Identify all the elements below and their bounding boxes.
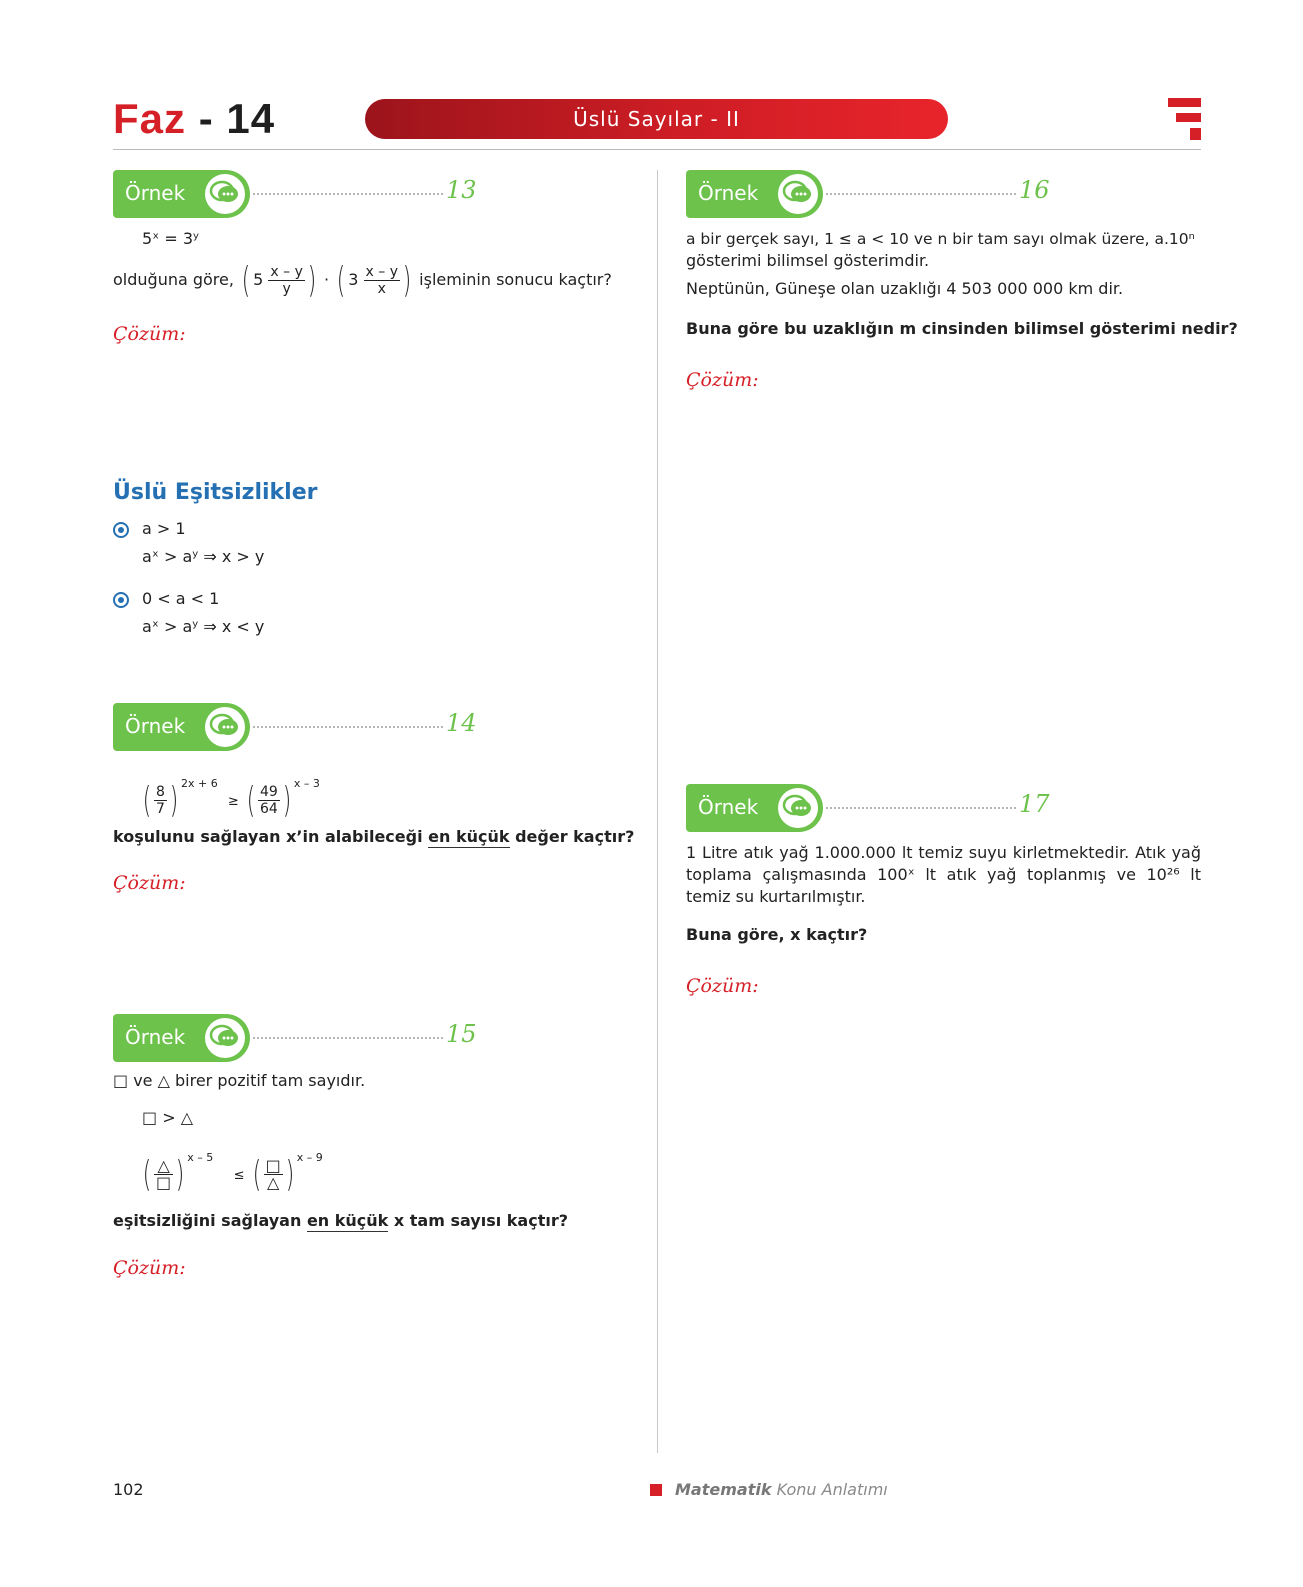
rule2-condition: 0 < a < 1 — [142, 589, 220, 608]
q13-base1: 5 — [253, 270, 264, 289]
q15-text-after: x tam sayısı kaçtır? — [393, 1211, 568, 1230]
q16-question: Buna göre bu uzaklığın m cinsinden bilimsel gösterimi nedir? — [686, 319, 1238, 338]
q15-underlined: en küçük — [306, 1211, 389, 1230]
q15-condition: □ > △ — [142, 1108, 193, 1127]
q14-underlined: en küçük — [428, 827, 510, 846]
example-number: 14 — [446, 709, 477, 737]
q14-sign: ≥ — [227, 794, 239, 809]
example-label: Örnek — [698, 795, 759, 819]
q13-frac1-num: x – y — [270, 264, 303, 280]
speech-bubble-icon — [205, 1018, 245, 1058]
q15-inequality: ( $\frac{\triangle}{□}$ ) $^{x - 5}$ ≤ ( $\frac{□}{\triangle}$ ) $^{x - 9}$ — [142, 1151, 323, 1195]
q13-frac2-den: x — [377, 281, 386, 297]
example-header-15 — [113, 1014, 493, 1062]
speech-bubble-icon — [778, 788, 818, 828]
cozum-label: Çözüm: — [686, 975, 759, 997]
logo-text: Faz — [113, 95, 187, 142]
q14-inequality: ( $\frac{8}{7}$ ) $^{2x + 6}$ ≥ ( $\frac{49}{64}$ ) $^{x - 3}$ — [142, 777, 320, 821]
q14-left-den: 7 — [156, 801, 165, 817]
section-title: Üslü Eşitsizlikler — [113, 480, 318, 505]
q14-left-exp: 2x + 6 — [181, 777, 218, 790]
q15-line1: □ ve △ birer pozitif tam sayıdır. — [113, 1071, 366, 1090]
chapter-title: Üslü Sayılar - II — [573, 107, 740, 131]
example-label: Örnek — [125, 181, 186, 205]
example-header-14 — [113, 703, 493, 751]
logo-number: - 14 — [198, 95, 276, 142]
q13-dot: · — [324, 270, 330, 289]
example-number: 17 — [1019, 790, 1050, 818]
target-bullet-icon — [113, 592, 129, 608]
cozum-label: Çözüm: — [686, 369, 759, 391]
chapter-title-bar — [365, 99, 948, 139]
q15-left-exp: x – 5 — [187, 1151, 214, 1164]
target-bullet-icon — [113, 522, 129, 538]
q14-text-before: koşulunu sağlayan x’in alabileceği — [113, 827, 423, 846]
column-divider — [657, 170, 658, 1453]
cozum-label: Çözüm: — [113, 872, 186, 894]
q14-left-num: 8 — [156, 784, 165, 800]
q15-left-num: △ — [154, 1158, 173, 1175]
rule1-condition: a > 1 — [142, 519, 186, 538]
footer-brand — [675, 1480, 888, 1499]
example-label: Örnek — [125, 714, 186, 738]
q14-text-after: değer kaçtır? — [515, 827, 635, 846]
dotted-leader — [826, 807, 1016, 809]
q15-sign: ≤ — [233, 1168, 245, 1183]
rule1-statement: aˣ > aʸ ⇒ x > y — [142, 547, 265, 566]
q15-text-before: eşitsizliğini sağlayan — [113, 1211, 302, 1230]
speech-bubble-icon — [205, 174, 245, 214]
footer-square-icon — [650, 1484, 662, 1496]
footer-brand-rest: Konu Anlatımı — [776, 1480, 888, 1499]
logo — [113, 95, 276, 142]
cozum-label: Çözüm: — [113, 1257, 186, 1279]
example-label: Örnek — [125, 1025, 186, 1049]
q15-right-exp: x – 9 — [296, 1151, 323, 1164]
q13-base2: 3 — [348, 270, 359, 289]
cozum-label: Çözüm: — [113, 323, 186, 345]
q13-fraction1 — [268, 264, 304, 297]
q16-line1: a bir gerçek sayı, 1 ≤ a < 10 ve n bir tam sayı olmak üzere, a.10ⁿ — [686, 230, 1195, 248]
q17-question: Buna göre, x kaçtır? — [686, 925, 868, 944]
dotted-leader — [253, 1037, 443, 1039]
dotted-leader — [826, 193, 1016, 195]
q13-prefix: olduğuna göre, — [113, 270, 234, 289]
speech-bubble-icon — [778, 174, 818, 214]
rule2-statement: aˣ > aʸ ⇒ x < y — [142, 617, 265, 636]
q13-frac2-num: x – y — [365, 264, 399, 280]
speech-bubble-icon — [205, 707, 245, 747]
q16-line3: Neptünün, Güneşe olan uzaklığı 4 503 000 000 km dir. — [686, 279, 1124, 298]
header-divider — [113, 149, 1201, 150]
example-header-13 — [113, 170, 493, 218]
q17-paragraph: 1 Litre atık yağ 1.000.000 lt temiz suyu kirletmektedir. Atık yağ toplama çalışmasında 100ˣ lt atık yağ toplanmış ve 10²⁶ lt temiz su kurtarılmıştır. — [686, 843, 1201, 906]
example-header-16 — [686, 170, 1066, 218]
q14-right-num: 49 — [259, 784, 278, 800]
q13-suffix: işleminin sonucu kaçtır? — [419, 270, 612, 289]
q15-question — [113, 1210, 568, 1232]
page-number: 102 — [113, 1480, 144, 1499]
dotted-leader — [253, 726, 443, 728]
q13-fraction2 — [364, 264, 400, 297]
example-number: 15 — [446, 1020, 477, 1048]
q14-question — [113, 826, 634, 848]
q13-frac1-den: y — [282, 281, 291, 297]
q15-right-num: □ — [265, 1156, 281, 1175]
q16-line2: gösterimi bilimsel gösterimdir. — [686, 251, 930, 270]
footer-brand-bold: Matematik — [675, 1480, 772, 1499]
q15-right-den: △ — [267, 1173, 280, 1192]
q14-right-den: 64 — [259, 801, 278, 817]
dotted-leader — [253, 193, 443, 195]
q13-question: olduğuna göre, ( 5 $\frac{x - y}{y}$ ) · ( 3 $\frac{x - y}{x}$ ) işleminin sonucu kaçtır? — [113, 259, 612, 301]
q14-right-exp: x – 3 — [293, 777, 320, 790]
corner-logo-icon — [1168, 98, 1201, 140]
q15-left-den: □ — [156, 1173, 172, 1192]
example-label: Örnek — [698, 181, 759, 205]
example-number: 16 — [1019, 176, 1050, 204]
q13-given: 5ˣ = 3ʸ — [142, 229, 199, 248]
example-number: 13 — [446, 176, 477, 204]
example-header-17 — [686, 784, 1066, 832]
